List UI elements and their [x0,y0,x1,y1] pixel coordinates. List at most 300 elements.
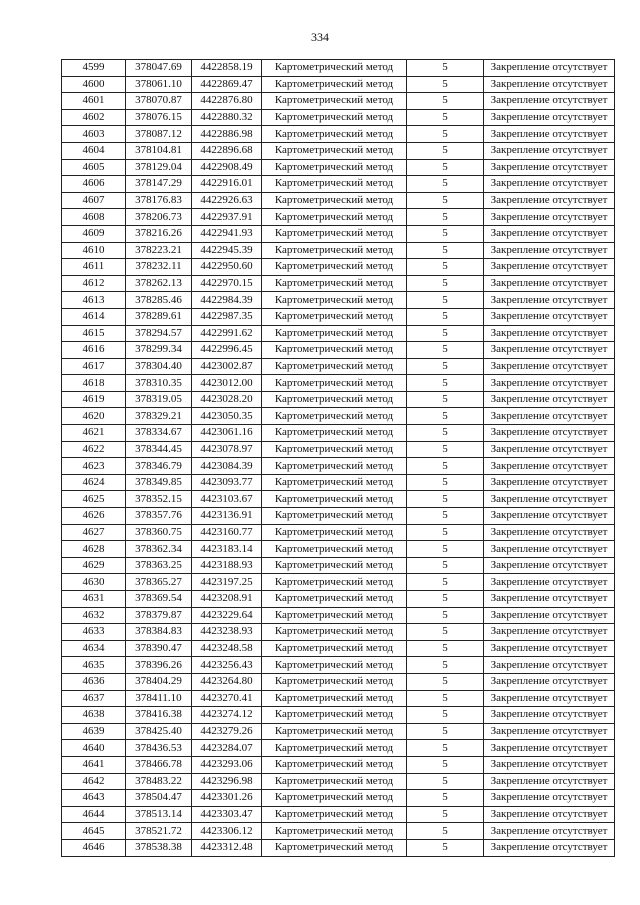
x-coordinate-cell: 378087.12 [126,126,192,143]
precision-cell: 5 [407,673,484,690]
y-coordinate-cell: 4423050.35 [192,408,262,425]
y-coordinate-cell: 4423264.80 [192,673,262,690]
method-cell: Картометрический метод [262,624,407,641]
table-row [62,607,615,624]
fixing-cell: Закрепление отсутствует [484,259,615,276]
precision-cell: 5 [407,723,484,740]
x-coordinate-cell: 378362.34 [126,541,192,558]
point-number-cell: 4610 [62,242,126,259]
fixing-cell: Закрепление отсутствует [484,176,615,193]
precision-cell: 5 [407,308,484,325]
x-coordinate-cell: 378047.69 [126,60,192,77]
x-coordinate-cell: 378411.10 [126,690,192,707]
point-number-cell: 4612 [62,275,126,292]
point-number-cell: 4632 [62,607,126,624]
point-number-cell: 4630 [62,574,126,591]
point-number-cell: 4600 [62,76,126,93]
table-row [62,76,615,93]
y-coordinate-cell: 4423270.41 [192,690,262,707]
point-number-cell: 4607 [62,192,126,209]
table-row [62,491,615,508]
fixing-cell: Закрепление отсутствует [484,76,615,93]
fixing-cell: Закрепление отсутствует [484,839,615,856]
y-coordinate-cell: 4423183.14 [192,541,262,558]
method-cell: Картометрический метод [262,60,407,77]
method-cell: Картометрический метод [262,375,407,392]
point-number-cell: 4602 [62,109,126,126]
x-coordinate-cell: 378304.40 [126,358,192,375]
fixing-cell: Закрепление отсутствует [484,773,615,790]
precision-cell: 5 [407,225,484,242]
method-cell: Картометрический метод [262,308,407,325]
method-cell: Картометрический метод [262,142,407,159]
table-row [62,541,615,558]
fixing-cell: Закрепление отсутствует [484,723,615,740]
table-row [62,308,615,325]
point-number-cell: 4637 [62,690,126,707]
point-number-cell: 4618 [62,375,126,392]
point-number-cell: 4633 [62,624,126,641]
table-row [62,790,615,807]
point-number-cell: 4619 [62,391,126,408]
table-row [62,192,615,209]
fixing-cell: Закрепление отсутствует [484,93,615,110]
y-coordinate-cell: 4422941.93 [192,225,262,242]
precision-cell: 5 [407,541,484,558]
x-coordinate-cell: 378360.75 [126,524,192,541]
precision-cell: 5 [407,358,484,375]
fixing-cell: Закрепление отсутствует [484,325,615,342]
method-cell: Картометрический метод [262,839,407,856]
method-cell: Картометрический метод [262,342,407,359]
table-row [62,740,615,757]
table-row [62,773,615,790]
point-number-cell: 4624 [62,474,126,491]
point-number-cell: 4601 [62,93,126,110]
method-cell: Картометрический метод [262,491,407,508]
fixing-cell: Закрепление отсутствует [484,474,615,491]
method-cell: Картометрический метод [262,524,407,541]
x-coordinate-cell: 378483.22 [126,773,192,790]
precision-cell: 5 [407,839,484,856]
y-coordinate-cell: 4423296.98 [192,773,262,790]
method-cell: Картометрический метод [262,192,407,209]
fixing-cell: Закрепление отсутствует [484,541,615,558]
precision-cell: 5 [407,740,484,757]
y-coordinate-cell: 4422987.35 [192,308,262,325]
table-row [62,391,615,408]
method-cell: Картометрический метод [262,126,407,143]
method-cell: Картометрический метод [262,790,407,807]
y-coordinate-cell: 4422970.15 [192,275,262,292]
y-coordinate-cell: 4422876.80 [192,93,262,110]
x-coordinate-cell: 378223.21 [126,242,192,259]
precision-cell: 5 [407,624,484,641]
fixing-cell: Закрепление отсутствует [484,607,615,624]
precision-cell: 5 [407,408,484,425]
table-row [62,756,615,773]
precision-cell: 5 [407,342,484,359]
y-coordinate-cell: 4423208.91 [192,591,262,608]
method-cell: Картометрический метод [262,408,407,425]
x-coordinate-cell: 378349.85 [126,474,192,491]
x-coordinate-cell: 378334.67 [126,425,192,442]
precision-cell: 5 [407,275,484,292]
precision-cell: 5 [407,425,484,442]
fixing-cell: Закрепление отсутствует [484,673,615,690]
fixing-cell: Закрепление отсутствует [484,391,615,408]
fixing-cell: Закрепление отсутствует [484,342,615,359]
page-number: 334 [311,30,329,44]
y-coordinate-cell: 4422991.62 [192,325,262,342]
y-coordinate-cell: 4423188.93 [192,557,262,574]
fixing-cell: Закрепление отсутствует [484,823,615,840]
method-cell: Картометрический метод [262,242,407,259]
fixing-cell: Закрепление отсутствует [484,508,615,525]
point-number-cell: 4614 [62,308,126,325]
precision-cell: 5 [407,491,484,508]
fixing-cell: Закрепление отсутствует [484,441,615,458]
precision-cell: 5 [407,508,484,525]
method-cell: Картометрический метод [262,823,407,840]
y-coordinate-cell: 4423238.93 [192,624,262,641]
table-row [62,60,615,77]
method-cell: Картометрический метод [262,607,407,624]
precision-cell: 5 [407,192,484,209]
method-cell: Картометрический метод [262,109,407,126]
fixing-cell: Закрепление отсутствует [484,740,615,757]
method-cell: Картометрический метод [262,441,407,458]
table-row [62,557,615,574]
x-coordinate-cell: 378396.26 [126,657,192,674]
fixing-cell: Закрепление отсутствует [484,574,615,591]
x-coordinate-cell: 378289.61 [126,308,192,325]
method-cell: Картометрический метод [262,458,407,475]
x-coordinate-cell: 378538.38 [126,839,192,856]
y-coordinate-cell: 4423279.26 [192,723,262,740]
x-coordinate-cell: 378379.87 [126,607,192,624]
y-coordinate-cell: 4423293.06 [192,756,262,773]
point-number-cell: 4621 [62,425,126,442]
precision-cell: 5 [407,524,484,541]
point-number-cell: 4629 [62,557,126,574]
precision-cell: 5 [407,93,484,110]
point-number-cell: 4616 [62,342,126,359]
method-cell: Картометрический метод [262,657,407,674]
table-row [62,806,615,823]
precision-cell: 5 [407,259,484,276]
table-row [62,375,615,392]
x-coordinate-cell: 378384.83 [126,624,192,641]
table-row [62,342,615,359]
y-coordinate-cell: 4423301.26 [192,790,262,807]
point-number-cell: 4620 [62,408,126,425]
precision-cell: 5 [407,591,484,608]
y-coordinate-cell: 4422937.91 [192,209,262,226]
fixing-cell: Закрепление отсутствует [484,657,615,674]
point-number-cell: 4622 [62,441,126,458]
method-cell: Картометрический метод [262,292,407,309]
precision-cell: 5 [407,325,484,342]
x-coordinate-cell: 378466.78 [126,756,192,773]
x-coordinate-cell: 378425.40 [126,723,192,740]
point-number-cell: 4623 [62,458,126,475]
x-coordinate-cell: 378262.13 [126,275,192,292]
x-coordinate-cell: 378310.35 [126,375,192,392]
x-coordinate-cell: 378294.57 [126,325,192,342]
point-number-cell: 4638 [62,707,126,724]
y-coordinate-cell: 4423256.43 [192,657,262,674]
fixing-cell: Закрепление отсутствует [484,756,615,773]
x-coordinate-cell: 378352.15 [126,491,192,508]
point-number-cell: 4643 [62,790,126,807]
method-cell: Картометрический метод [262,425,407,442]
method-cell: Картометрический метод [262,508,407,525]
point-number-cell: 4599 [62,60,126,77]
fixing-cell: Закрепление отсутствует [484,225,615,242]
x-coordinate-cell: 378299.34 [126,342,192,359]
precision-cell: 5 [407,142,484,159]
method-cell: Картометрический метод [262,690,407,707]
point-number-cell: 4639 [62,723,126,740]
point-number-cell: 4613 [62,292,126,309]
table-row [62,109,615,126]
table-row [62,425,615,442]
method-cell: Картометрический метод [262,159,407,176]
point-number-cell: 4640 [62,740,126,757]
table-row [62,441,615,458]
table-row [62,707,615,724]
method-cell: Картометрический метод [262,93,407,110]
fixing-cell: Закрепление отсутствует [484,524,615,541]
method-cell: Картометрический метод [262,723,407,740]
method-cell: Картометрический метод [262,474,407,491]
table-row [62,657,615,674]
precision-cell: 5 [407,60,484,77]
precision-cell: 5 [407,607,484,624]
x-coordinate-cell: 378504.47 [126,790,192,807]
point-number-cell: 4625 [62,491,126,508]
table-row [62,408,615,425]
point-number-cell: 4609 [62,225,126,242]
x-coordinate-cell: 378346.79 [126,458,192,475]
x-coordinate-cell: 378521.72 [126,823,192,840]
table-row [62,209,615,226]
fixing-cell: Закрепление отсутствует [484,159,615,176]
precision-cell: 5 [407,159,484,176]
y-coordinate-cell: 4422996.45 [192,342,262,359]
y-coordinate-cell: 4423312.48 [192,839,262,856]
table-row [62,823,615,840]
x-coordinate-cell: 378216.26 [126,225,192,242]
y-coordinate-cell: 4423103.67 [192,491,262,508]
fixing-cell: Закрепление отсутствует [484,806,615,823]
table-row [62,358,615,375]
x-coordinate-cell: 378344.45 [126,441,192,458]
precision-cell: 5 [407,458,484,475]
x-coordinate-cell: 378319.05 [126,391,192,408]
table-row [62,624,615,641]
y-coordinate-cell: 4423002.87 [192,358,262,375]
precision-cell: 5 [407,209,484,226]
y-coordinate-cell: 4422869.47 [192,76,262,93]
fixing-cell: Закрепление отсутствует [484,275,615,292]
method-cell: Картометрический метод [262,259,407,276]
table-row [62,839,615,856]
table-row [62,508,615,525]
point-number-cell: 4617 [62,358,126,375]
x-coordinate-cell: 378416.38 [126,707,192,724]
x-coordinate-cell: 378365.27 [126,574,192,591]
precision-cell: 5 [407,391,484,408]
y-coordinate-cell: 4423248.58 [192,640,262,657]
y-coordinate-cell: 4422886.98 [192,126,262,143]
point-number-cell: 4608 [62,209,126,226]
x-coordinate-cell: 378176.83 [126,192,192,209]
fixing-cell: Закрепление отсутствует [484,591,615,608]
y-coordinate-cell: 4422896.68 [192,142,262,159]
precision-cell: 5 [407,806,484,823]
point-number-cell: 4646 [62,839,126,856]
fixing-cell: Закрепление отсутствует [484,707,615,724]
method-cell: Картометрический метод [262,740,407,757]
fixing-cell: Закрепление отсутствует [484,126,615,143]
y-coordinate-cell: 4422916.01 [192,176,262,193]
point-number-cell: 4636 [62,673,126,690]
table-row [62,474,615,491]
y-coordinate-cell: 4423093.77 [192,474,262,491]
y-coordinate-cell: 4422880.32 [192,109,262,126]
fixing-cell: Закрепление отсутствует [484,109,615,126]
precision-cell: 5 [407,690,484,707]
fixing-cell: Закрепление отсутствует [484,458,615,475]
precision-cell: 5 [407,109,484,126]
fixing-cell: Закрепление отсутствует [484,624,615,641]
y-coordinate-cell: 4422858.19 [192,60,262,77]
x-coordinate-cell: 378436.53 [126,740,192,757]
fixing-cell: Закрепление отсутствует [484,242,615,259]
precision-cell: 5 [407,375,484,392]
x-coordinate-cell: 378513.14 [126,806,192,823]
method-cell: Картометрический метод [262,756,407,773]
table-row [62,574,615,591]
fixing-cell: Закрепление отсутствует [484,292,615,309]
method-cell: Картометрический метод [262,541,407,558]
method-cell: Картометрический метод [262,275,407,292]
x-coordinate-cell: 378232.11 [126,259,192,276]
method-cell: Картометрический метод [262,325,407,342]
table-row [62,176,615,193]
precision-cell: 5 [407,756,484,773]
point-number-cell: 4627 [62,524,126,541]
table-row [62,458,615,475]
precision-cell: 5 [407,76,484,93]
x-coordinate-cell: 378285.46 [126,292,192,309]
y-coordinate-cell: 4422926.63 [192,192,262,209]
point-number-cell: 4605 [62,159,126,176]
table-row [62,673,615,690]
precision-cell: 5 [407,292,484,309]
fixing-cell: Закрепление отсутствует [484,209,615,226]
coordinates-table-body [62,60,615,857]
precision-cell: 5 [407,242,484,259]
precision-cell: 5 [407,707,484,724]
method-cell: Картометрический метод [262,574,407,591]
point-number-cell: 4603 [62,126,126,143]
point-number-cell: 4606 [62,176,126,193]
precision-cell: 5 [407,657,484,674]
table-row [62,259,615,276]
method-cell: Картометрический метод [262,209,407,226]
y-coordinate-cell: 4423061.16 [192,425,262,442]
y-coordinate-cell: 4423284.07 [192,740,262,757]
y-coordinate-cell: 4422984.39 [192,292,262,309]
y-coordinate-cell: 4423303.47 [192,806,262,823]
y-coordinate-cell: 4423306.12 [192,823,262,840]
table-row [62,242,615,259]
table-row [62,93,615,110]
table-row [62,325,615,342]
point-number-cell: 4634 [62,640,126,657]
y-coordinate-cell: 4423028.20 [192,391,262,408]
point-number-cell: 4628 [62,541,126,558]
point-number-cell: 4615 [62,325,126,342]
point-number-cell: 4635 [62,657,126,674]
method-cell: Картометрический метод [262,176,407,193]
precision-cell: 5 [407,474,484,491]
y-coordinate-cell: 4423229.64 [192,607,262,624]
precision-cell: 5 [407,790,484,807]
table-row [62,142,615,159]
x-coordinate-cell: 378357.76 [126,508,192,525]
y-coordinate-cell: 4423160.77 [192,524,262,541]
precision-cell: 5 [407,176,484,193]
method-cell: Картометрический метод [262,76,407,93]
x-coordinate-cell: 378070.87 [126,93,192,110]
precision-cell: 5 [407,126,484,143]
fixing-cell: Закрепление отсутствует [484,491,615,508]
x-coordinate-cell: 378363.25 [126,557,192,574]
point-number-cell: 4641 [62,756,126,773]
point-number-cell: 4642 [62,773,126,790]
table-row [62,690,615,707]
point-number-cell: 4626 [62,508,126,525]
point-number-cell: 4645 [62,823,126,840]
precision-cell: 5 [407,773,484,790]
fixing-cell: Закрепление отсутствует [484,308,615,325]
fixing-cell: Закрепление отсутствует [484,790,615,807]
fixing-cell: Закрепление отсутствует [484,142,615,159]
table-row [62,591,615,608]
coordinates-table [61,59,615,857]
method-cell: Картометрический метод [262,673,407,690]
method-cell: Картометрический метод [262,707,407,724]
y-coordinate-cell: 4422908.49 [192,159,262,176]
method-cell: Картометрический метод [262,557,407,574]
precision-cell: 5 [407,640,484,657]
table-row [62,723,615,740]
fixing-cell: Закрепление отсутствует [484,192,615,209]
fixing-cell: Закрепление отсутствует [484,408,615,425]
fixing-cell: Закрепление отсутствует [484,358,615,375]
fixing-cell: Закрепление отсутствует [484,640,615,657]
x-coordinate-cell: 378076.15 [126,109,192,126]
y-coordinate-cell: 4423078.97 [192,441,262,458]
table-row [62,159,615,176]
y-coordinate-cell: 4423197.25 [192,574,262,591]
method-cell: Картометрический метод [262,806,407,823]
fixing-cell: Закрепление отсутствует [484,60,615,77]
